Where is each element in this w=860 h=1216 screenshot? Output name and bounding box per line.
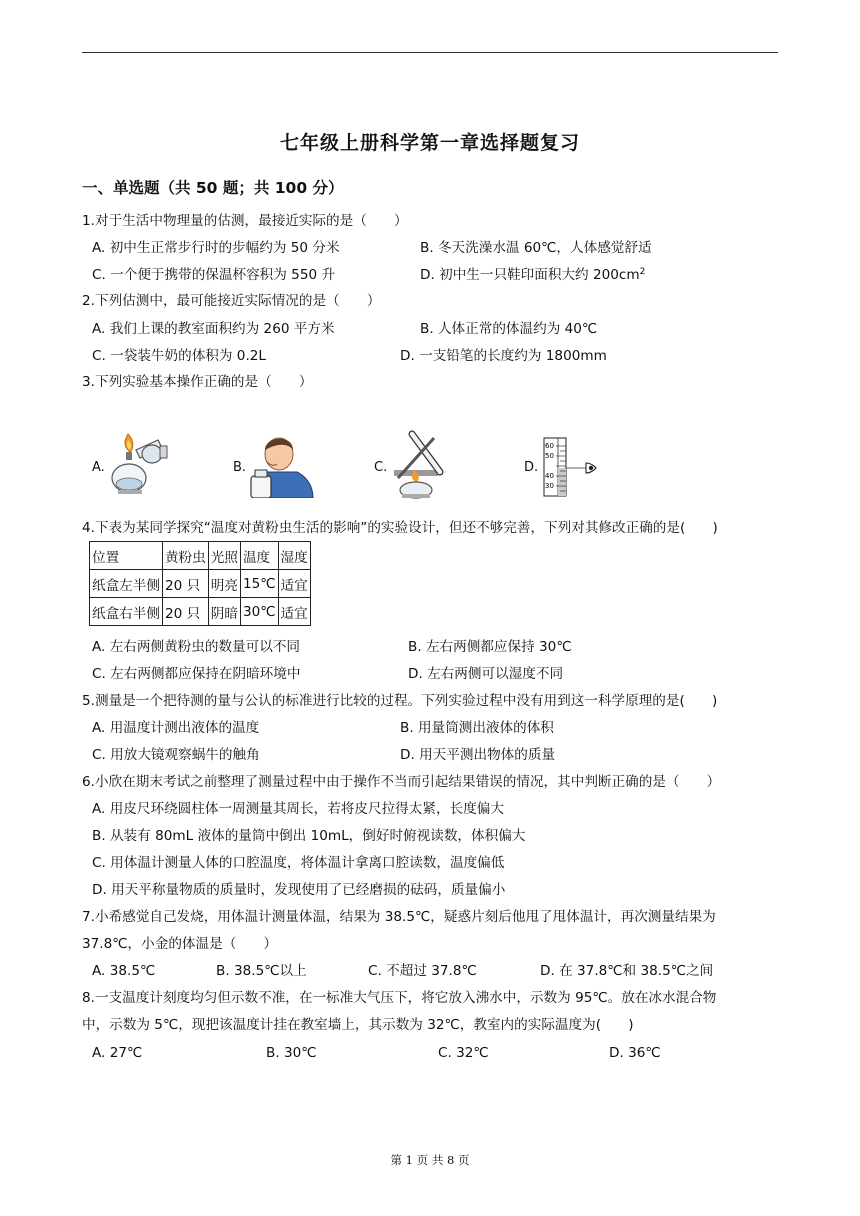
- question-1-stem: 1.对于生活中物理量的估测，最接近实际的是（ ）: [82, 213, 408, 229]
- alcohol-lamp-lighting-image: [106, 432, 170, 498]
- table-header-cell: 温度: [240, 542, 278, 570]
- question-2-stem: 2.下列估测中，最可能接近实际情况的是（ ）: [82, 293, 381, 309]
- question-8-option-a: A. 27℃: [92, 1045, 143, 1061]
- question-3-label-b: B.: [233, 460, 247, 475]
- question-7-option-d: D. 在 37.8℃和 38.5℃之间: [540, 963, 714, 979]
- thermometer-tick-30: 30: [545, 482, 554, 490]
- table-header-row: [90, 542, 311, 570]
- question-5-option-a: A. 用温度计测出液体的温度: [92, 720, 260, 736]
- page-title: 七年级上册科学第一章选择题复习: [279, 132, 580, 154]
- page-footer: 第 1 页 共 8 页: [390, 1153, 470, 1167]
- question-5-option-d: D. 用天平测出物体的质量: [400, 747, 556, 763]
- heating-test-tube-image: [386, 430, 446, 500]
- question-2-option-a: A. 我们上课的教室面积约为 260 平方米: [92, 321, 335, 337]
- section-heading: 一、单选题（共 50 题；共 100 分）: [82, 179, 344, 197]
- question-3-label-a: A.: [92, 460, 105, 475]
- question-7-option-b: B. 38.5℃以上: [216, 963, 307, 979]
- table-cell: 纸盒右半侧: [90, 598, 163, 626]
- question-4-option-a: A. 左右两侧黄粉虫的数量可以不同: [92, 639, 301, 655]
- question-5-stem: 5.测量是一个把待测的量与公认的标准进行比较的过程。下列实验过程中没有用到这一科学原理的是( ): [82, 693, 718, 709]
- question-4-option-c: C. 左右两侧都应保持在阴暗环境中: [92, 666, 301, 682]
- question-3-stem: 3.下列实验基本操作正确的是（ ）: [82, 374, 313, 390]
- question-3-label-d: D.: [524, 460, 539, 475]
- table-cell: 适宜: [278, 598, 310, 626]
- thermometer-tick-60: 60: [545, 442, 554, 450]
- thermometer-tick-50: 50: [545, 452, 554, 460]
- table-cell: 20 只: [162, 570, 208, 598]
- table-cell: 纸盒左半侧: [90, 570, 163, 598]
- table-header-cell: 位置: [90, 542, 163, 570]
- question-3-label-c: C.: [374, 460, 388, 475]
- question-6-option-d: D. 用天平称量物质的质量时，发现使用了已经磨损的砝码，质量偏小: [92, 882, 506, 898]
- question-6-option-c: C. 用体温计测量人体的口腔温度，将体温计拿离口腔读数，温度偏低: [92, 855, 505, 871]
- table-cell: 15℃: [240, 570, 278, 598]
- question-6-option-a: A. 用皮尺环绕圆柱体一周测量其周长，若将皮尺拉得太紧，长度偏大: [92, 801, 504, 817]
- header-rule: [82, 52, 778, 53]
- table-cell: 20 只: [162, 598, 208, 626]
- question-2-option-b: B. 人体正常的体温约为 40℃: [420, 321, 598, 337]
- table-cell: 明亮: [208, 570, 240, 598]
- table-cell: 阴暗: [208, 598, 240, 626]
- question-8-stem-line-1: 8.一支温度计刻度均匀但示数不准，在一标准大气压下，将它放入沸水中，示数为 95℃。放在冰水混合物: [82, 990, 717, 1006]
- question-8-stem-line-2: 中，示数为 5℃，现把该温度计挂在教室墙上，其示数为 32℃，教室内的实际温度为( ): [82, 1017, 634, 1033]
- question-1-option-d: [420, 265, 645, 285]
- question-1-option-c: C. 一个便于携带的保温杯容积为 550 升: [92, 267, 336, 283]
- question-5-option-c: C. 用放大镜观察蜗牛的触角: [92, 747, 260, 763]
- question-2-option-c: C. 一袋装牛奶的体积为 0.2L: [92, 348, 266, 364]
- table-cell: 适宜: [278, 570, 310, 598]
- question-1-option-a: A. 初中生正常步行时的步幅约为 50 分米: [92, 240, 340, 256]
- question-7-option-a: A. 38.5℃: [92, 963, 156, 979]
- table-row: [90, 598, 311, 626]
- question-1-option-d-text: D. 初中生一只鞋印面积大约 200cm: [420, 267, 640, 283]
- question-7-option-c: C. 不超过 37.8℃: [368, 963, 477, 979]
- question-7-stem-line-1: 7.小希感觉自己发烧，用体温计测量体温，结果为 38.5℃，疑惑片刻后他甩了甩体温计，再次测量结果为: [82, 909, 716, 925]
- question-8-option-c: C. 32℃: [438, 1045, 489, 1061]
- table-cell: 30℃: [240, 598, 278, 626]
- superscript-2: 2: [639, 267, 646, 277]
- smelling-gas-image: [245, 432, 315, 498]
- table-row: [90, 570, 311, 598]
- question-6-option-b: B. 从装有 80mL 液体的量筒中倒出 10mL，倒好时俯视读数，体积偏大: [92, 828, 526, 844]
- question-4-option-b: B. 左右两侧都应保持 30℃: [408, 639, 572, 655]
- question-4-option-d: D. 左右两侧可以湿度不同: [408, 666, 564, 682]
- thermometer-tick-40: 40: [545, 472, 554, 480]
- question-5-option-b: B. 用量筒测出液体的体积: [400, 720, 554, 736]
- table-header-cell: 湿度: [278, 542, 310, 570]
- question-8-option-d: D. 36℃: [609, 1045, 661, 1061]
- question-8-option-b: B. 30℃: [266, 1045, 317, 1061]
- experiment-table: [89, 541, 311, 626]
- question-2-option-d: D. 一支铅笔的长度约为 1800mm: [400, 348, 607, 364]
- question-4-stem: 4.下表为某同学探究“温度对黄粉虫生活的影响”的实验设计，但还不够完善，下列对其修改正确的是( ): [82, 520, 718, 536]
- thermometer-reading-image: [536, 436, 606, 498]
- question-7-stem-line-2: 37.8℃，小金的体温是（ ）: [82, 936, 278, 952]
- table-header-cell: 黄粉虫: [162, 542, 208, 570]
- question-1-option-b: B. 冬天洗澡水温 60℃，人体感觉舒适: [420, 240, 652, 256]
- question-6-stem: 6.小欣在期末考试之前整理了测量过程中由于操作不当而引起结果错误的情况，其中判断正确的是（ ）: [82, 774, 721, 790]
- table-header-cell: 光照: [208, 542, 240, 570]
